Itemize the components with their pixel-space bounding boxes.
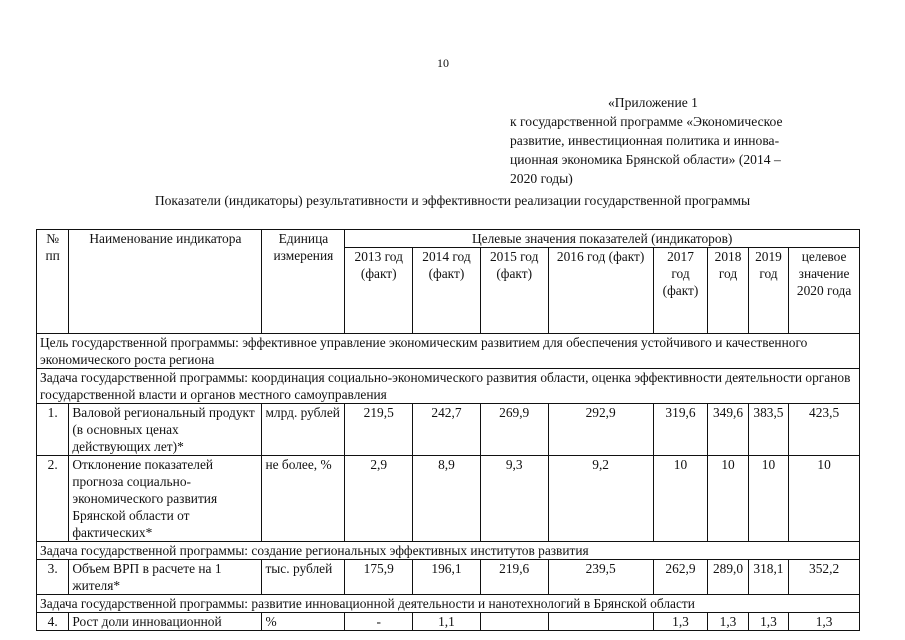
header-target-values: Целевые значения показателей (индикаторов) bbox=[345, 230, 860, 248]
value-cell: 352,2 bbox=[789, 560, 860, 595]
value-cell: 349,6 bbox=[708, 404, 748, 456]
indicator-name: Отклонение показателей прогноза социально-экономического развития Брянской области от фактических* bbox=[69, 456, 262, 542]
value-cell: 319,6 bbox=[653, 404, 708, 456]
value-cell: 1,1 bbox=[413, 613, 481, 631]
indicators-table bbox=[36, 229, 860, 631]
value-cell: 9,2 bbox=[548, 456, 653, 542]
value-cell: 242,7 bbox=[413, 404, 481, 456]
value-cell: 1,3 bbox=[789, 613, 860, 631]
value-cell: 196,1 bbox=[413, 560, 481, 595]
value-cell: 10 bbox=[708, 456, 748, 542]
value-cell: 10 bbox=[653, 456, 708, 542]
value-cell bbox=[548, 613, 653, 631]
header-year: 2017 год (факт) bbox=[653, 248, 708, 334]
value-cell: 289,0 bbox=[708, 560, 748, 595]
indicator-unit: % bbox=[262, 613, 345, 631]
value-cell: 262,9 bbox=[653, 560, 708, 595]
task-row: Задача государственной программы: координация социально-экономического развития области, оценка эффективности деятельности органов государственной власти и органов местного самоуправления bbox=[37, 369, 860, 404]
table-row bbox=[37, 560, 860, 595]
indicator-name: Рост доли инновационной bbox=[69, 613, 262, 631]
value-cell: - bbox=[345, 613, 413, 631]
appendix-line: ционная экономика Брянской области» (2014 – bbox=[510, 152, 781, 167]
row-num: 2. bbox=[37, 456, 69, 542]
appendix-line: к государственной программе «Экономическое bbox=[510, 114, 783, 129]
header-year: целевое значение 2020 года bbox=[789, 248, 860, 334]
row-num: 1. bbox=[37, 404, 69, 456]
value-cell: 383,5 bbox=[748, 404, 788, 456]
value-cell: 423,5 bbox=[789, 404, 860, 456]
appendix-note bbox=[510, 93, 810, 188]
indicator-unit: не более, % bbox=[262, 456, 345, 542]
goal-row: Цель государственной программы: эффективное управление экономическим развитием для обеспечения устойчивого и качественного экономического роста региона bbox=[37, 334, 860, 369]
value-cell: 269,9 bbox=[480, 404, 548, 456]
value-cell: 1,3 bbox=[708, 613, 748, 631]
appendix-line: 2020 годы) bbox=[510, 171, 573, 186]
value-cell: 292,9 bbox=[548, 404, 653, 456]
header-year: 2014 год (факт) bbox=[413, 248, 481, 334]
header-year: 2015 год (факт) bbox=[480, 248, 548, 334]
value-cell: 10 bbox=[789, 456, 860, 542]
value-cell: 2,9 bbox=[345, 456, 413, 542]
table-row bbox=[37, 456, 860, 542]
value-cell: 10 bbox=[748, 456, 788, 542]
indicator-unit: млрд. рублей bbox=[262, 404, 345, 456]
appendix-line: «Приложение 1 bbox=[608, 95, 698, 110]
value-cell: 1,3 bbox=[748, 613, 788, 631]
header-year: 2013 год (факт) bbox=[345, 248, 413, 334]
indicator-name: Объем ВРП в расчете на 1 жителя* bbox=[69, 560, 262, 595]
value-cell: 219,6 bbox=[480, 560, 548, 595]
value-cell: 8,9 bbox=[413, 456, 481, 542]
task-row: Задача государственной программы: создание региональных эффективных институтов развития bbox=[37, 542, 860, 560]
task-row: Задача государственной программы: развитие инновационной деятельности и нанотехнологий в Брянской области bbox=[37, 595, 860, 613]
header-year: 2019 год bbox=[748, 248, 788, 334]
table-row bbox=[37, 404, 860, 456]
value-cell: 9,3 bbox=[480, 456, 548, 542]
indicator-unit: тыс. рублей bbox=[262, 560, 345, 595]
indicator-name: Валовой региональный продукт (в основных ценах действующих лет)* bbox=[69, 404, 262, 456]
value-cell: 1,3 bbox=[653, 613, 708, 631]
row-num: 4. bbox=[37, 613, 69, 631]
header-name: Наименование индикатора bbox=[69, 230, 262, 334]
value-cell: 318,1 bbox=[748, 560, 788, 595]
table-row bbox=[37, 613, 860, 631]
page-number: 10 bbox=[437, 56, 449, 70]
value-cell: 239,5 bbox=[548, 560, 653, 595]
value-cell bbox=[480, 613, 548, 631]
value-cell: 219,5 bbox=[345, 404, 413, 456]
header-num: № пп bbox=[37, 230, 69, 334]
header-year: 2016 год (факт) bbox=[548, 248, 653, 334]
appendix-line: развитие, инвестиционная политика и иннова- bbox=[510, 133, 780, 148]
table-title: Показатели (индикаторы) результативности и эффективности реализации государственной программы bbox=[154, 193, 751, 208]
row-num: 3. bbox=[37, 560, 69, 595]
header-year: 2018 год bbox=[708, 248, 748, 334]
header-unit: Единица измерения bbox=[262, 230, 345, 334]
value-cell: 175,9 bbox=[345, 560, 413, 595]
